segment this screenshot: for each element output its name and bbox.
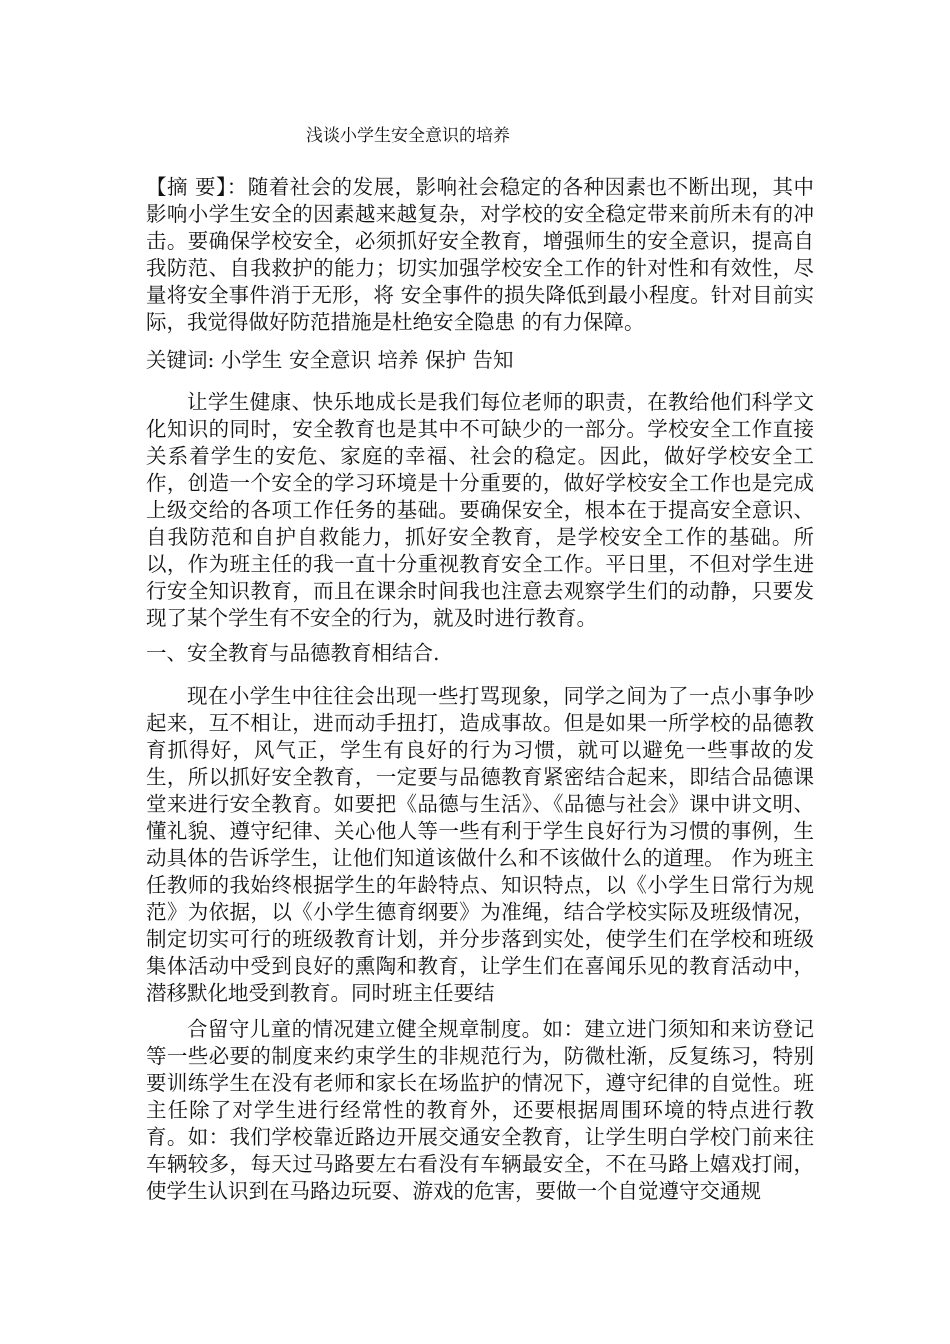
- body-paragraph-2: 现在小学生中往往会出现一些打骂现象，同学之间为了一点小事争吵起来，互不相让，进而动手扭打，造成事故。但是如果一所学校的品德教育抓得好，风气正，学生有良好的行为习惯，就可以避免一些事故的发生，所以抓好安全教育，一定要与品德教育紧密结合起来，即结合品德课堂来进行安全教育。如要把《品德与生活》、《品德与社会》课中讲文明、懂礼貌、遵守纪律、关心他人等一些有利于学生良好行为习惯的事例，生动具体的告诉学生，让他们知道该做什么和不该做什么的道理。 作为班主任教师的我始终根据学生的年龄特点、知识特点，以《小学生日常行为规范》为依据，以《小学生德育纲要》为准绳，结合学校实际及班级情况，制定切实可行的班级教育计划，并分步落到实处，使学生们在学校和班级集体活动中受到良好的熏陶和教育，让学生们在喜闻乐见的教育活动中，潜移默化地受到教育。同时班主任要结: [146, 684, 814, 1005]
- keywords-line: 关键词: 小学生 安全意识 培养 保护 告知: [146, 348, 514, 372]
- body-paragraph-1: 让学生健康、快乐地成长是我们每位老师的职责，在教给他们科学文化知识的同时，安全教育也是其中不可缺少的一部分。学校安全工作直接关系着学生的安危、家庭的幸福、社会的稳定。因此，做好学校安全工作，创造一个安全的学习环境是十分重要的，做好学校安全工作也是完成上级交给的各项工作任务的基础。要确保安全，根本在于提高安全意识、自我防范和自护自救能力，抓好安全教育，是学校安全工作的基础。所以，作为班主任的我一直十分重视教育安全工作。平日里，不但对学生进行安全知识教育，而且在课余时间我也注意去观察学生们的动静，只要发现了某个学生有不安全的行为，就及时进行教育。: [146, 390, 814, 630]
- document-title: 浅谈小学生安全意识的培养: [306, 126, 510, 146]
- section-heading-1: 一、安全教育与品德教育相结合.: [146, 641, 440, 665]
- abstract-paragraph: 【摘 要】：随着社会的发展，影响社会稳定的各种因素也不断出现，其中影响小学生安全的因素越来越复杂，对学校的安全稳定带来前所未有的冲击。要确保学校安全，必须抓好安全教育，增强师生的安全意识，提高自我防范、自我救护的能力；切实加强学校安全工作的针对性和有效性，尽量将安全事件消于无形，将 安全事件的损失降低到最小程度。针对目前实际，我觉得做好防范措施是杜绝安全隐患 的有力保障。: [146, 175, 814, 334]
- body-paragraph-3: 合留守儿童的情况建立健全规章制度。如：建立进门须知和来访登记等一些必要的制度来约束学生的非规范行为，防微杜渐，反复练习，特别要训练学生在没有老师和家长在场监护的情况下，遵守纪律的自觉性。班主任除了对学生进行经常性的教育外，还要根据周围环境的特点进行教育。如：我们学校靠近路边开展交通安全教育，让学生明白学校门前来往车辆较多，每天过马路要左右看没有车辆最安全，不在马路上嬉戏打闹，使学生认识到在马路边玩耍、游戏的危害，要做一个自觉遵守交通规: [146, 1017, 814, 1203]
